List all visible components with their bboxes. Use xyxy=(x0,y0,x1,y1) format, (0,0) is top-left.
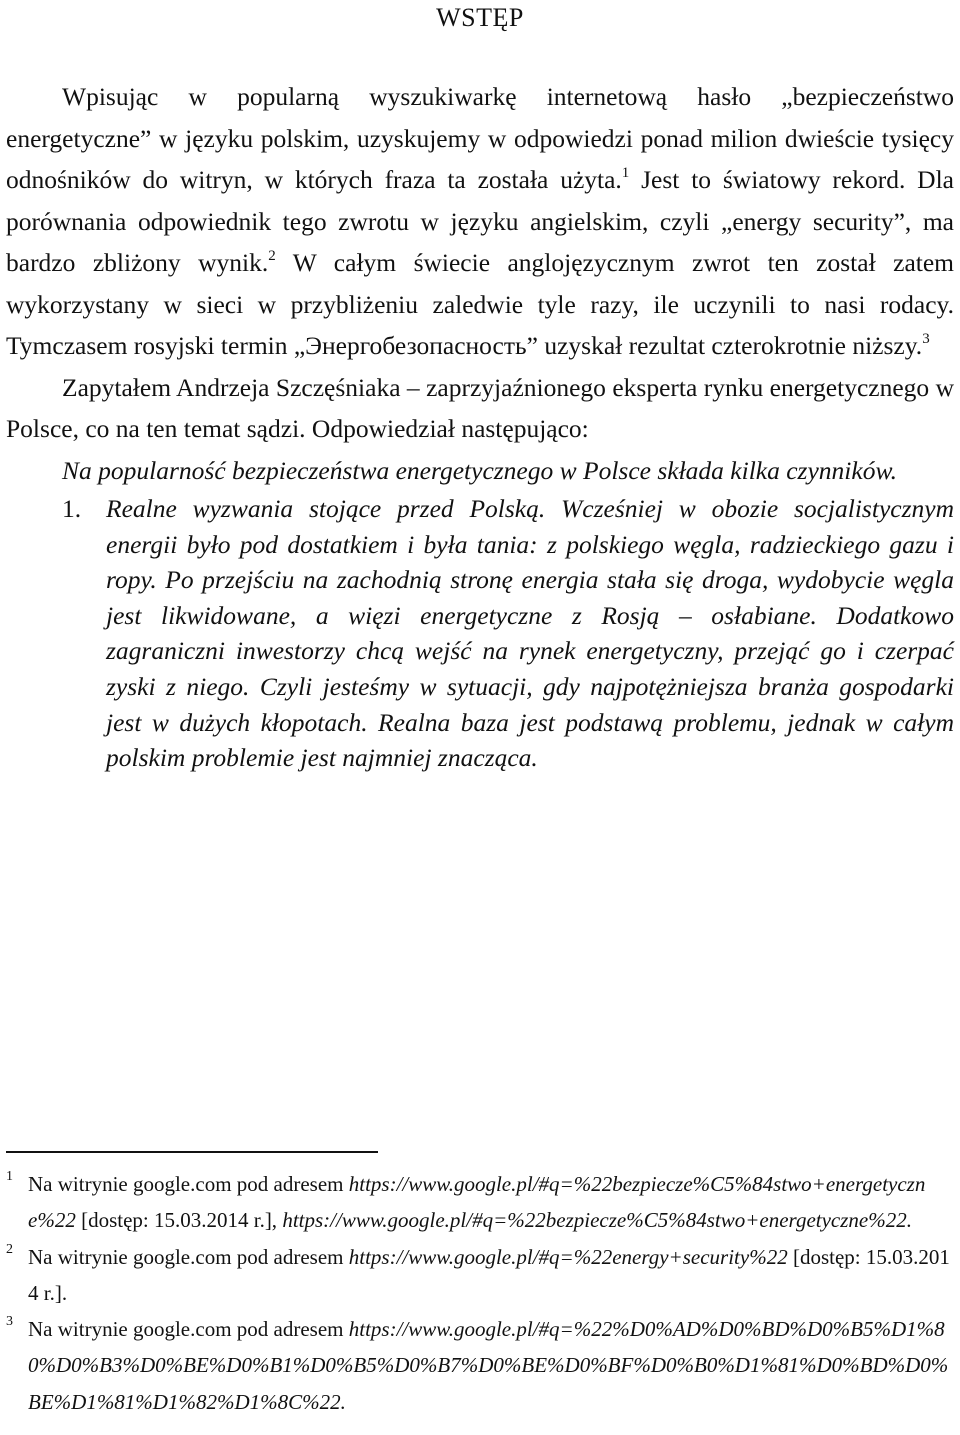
page-title: WSTĘP xyxy=(436,3,524,32)
footnotes xyxy=(6,1166,952,1420)
footnote-number: 2 xyxy=(6,1241,13,1257)
intro-text-part3: W całym świecie anglojęzycznym zwrot ten został zatem wykorzystany w sieci w przybliżeniu zaledwie tyle razy, ile uczynili to nasi rodacy. Tymczasem rosyjski termin „Энергобезопасность” uzyskał rezultat czterokrotnie niższy. xyxy=(6,248,954,360)
footnote-text: Na witrynie google.com pod adresem xyxy=(28,1317,349,1342)
footnote-2 xyxy=(6,1239,952,1312)
footnote-text: Na witrynie google.com pod adresem xyxy=(28,1244,349,1269)
intro-text-part2: Jest to światowy rekord. Dla porównania odpowiednik tego zwrotu w języku angielskim, czyli „energy security”, ma bardzo zbliżony wynik. xyxy=(6,165,955,277)
footnote-access-date: [dostęp: 15.03.2014 r.]. xyxy=(28,1244,950,1305)
footnote-3 xyxy=(6,1311,952,1420)
footnote-number: 3 xyxy=(6,1314,13,1330)
interview-paragraph: Zapytałem Andrzeja Szczęśniaka – zaprzyjaźnionego eksperta rynku energetycznego w Polsce, co na ten temat sądzi. Odpowiedział następująco: xyxy=(6,372,954,443)
quote-intro: Na popularność bezpieczeństwa energetycznego w Polsce składa kilka czynników. xyxy=(62,455,897,485)
footnote-link[interactable]: https://www.google.pl/#q=%22bezpiecze%C5%84stwo+energetyczne%22 xyxy=(28,1172,926,1233)
footnote-link[interactable]: https://www.google.pl/#q=%22bezpiecze%C5%84stwo+energetyczne%22. xyxy=(282,1208,912,1233)
footnote-separator xyxy=(6,1151,378,1153)
footnote-ref-1[interactable]: 1 xyxy=(621,165,630,181)
footnote-number: 1 xyxy=(6,1169,13,1184)
footnote-text: Na witrynie google.com pod adresem xyxy=(28,1172,349,1196)
footnote-ref-2[interactable]: 2 xyxy=(268,248,276,264)
quote-list-item xyxy=(6,491,954,776)
intro-paragraph xyxy=(6,76,954,367)
footnote-access-date: [dostęp: 15.03.2014 r.], xyxy=(75,1208,283,1233)
list-item-text: Realne wyzwania stojące przed Polską. Wcześniej w obozie socjalistycznym energii było pod dostatkiem i była tania: z polskiego węgla, radzieckiego gazu i ropy. Po przejściu na zachodnią stronę energia stała się droga, wydobycie węgla jest likwidowane, a więzi energetyczne z Rosją – osłabiane. Dodatkowo zagraniczni inwestorzy chcą wejść na rynek energetyczny, przejąć go i czerpać zyski z niego. Czyli jesteśmy w sytuacji, gdy najpotężniejsza branża gospodarki jest w dużych kłopotach. Realna baza jest podstawą problemu, jednak w całym polskim problemie jest najmniej znacząca. xyxy=(106,494,954,773)
list-number: 1. xyxy=(62,494,82,523)
intro-text-part1: Wpisując w popularną wyszukiwarkę internetową hasło „bezpieczeństwo energetyczne” w języku polskim, uzyskujemy w odpowiedzi ponad milion dwieście tysięcy odnośników do witryn, w których fraza ta została użyta. xyxy=(6,82,954,194)
footnote-link[interactable]: https://www.google.pl/#q=%22energy+security%22 xyxy=(348,1244,788,1269)
footnote-1 xyxy=(6,1166,952,1239)
footnote-ref-3[interactable]: 3 xyxy=(922,331,930,347)
main-text xyxy=(6,76,954,776)
footnote-link[interactable]: https://www.google.pl/#q=%22%D0%AD%D0%BD%D0%B5%D1%80%D0%B3%D0%BE%D0%B1%D0%B5%D0%B7%D0%BE%D0%BF%D0%B0%D1%81%D0%BD%D0%BE%D1%81%D1%82%D1%8C%22. xyxy=(28,1317,949,1414)
